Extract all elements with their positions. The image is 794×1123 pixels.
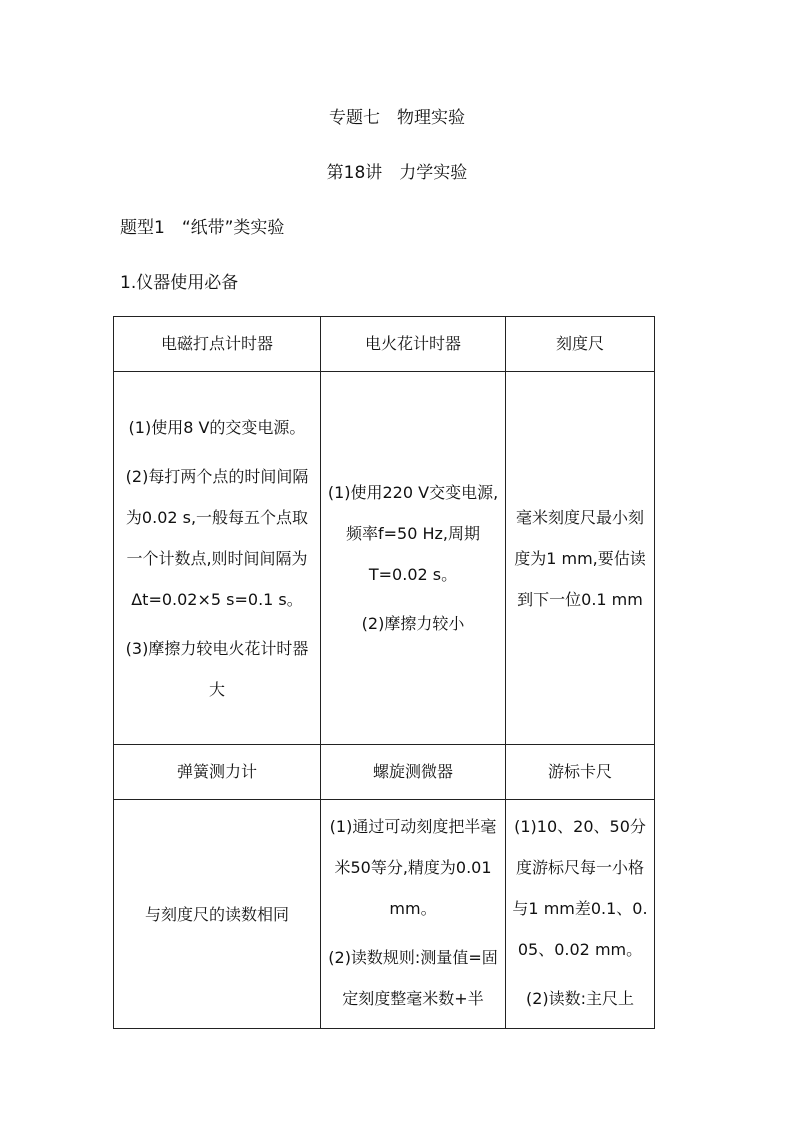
cell-electromagnetic-timer [114, 372, 321, 745]
cell-text: (1)使用220 V交变电源,频率f=50 Hz,周期T=0.02 s。 [327, 483, 499, 584]
lecture-title: 第18讲 力学实验 [326, 163, 468, 183]
cell-text: (2)每打两个点的时间间隔为0.02 s,一般每五个点取一个计数点,则时间间隔为Δt=0.02×5 s=0.1 s。 [125, 466, 309, 609]
cell-spring-scale [114, 800, 321, 1029]
header-micrometer: 螺旋测微器 [321, 745, 506, 800]
cell-text: (2)摩擦力较小 [361, 614, 465, 633]
header-ruler: 刻度尺 [506, 317, 655, 372]
section-heading: 题型1 “纸带”类实验 [120, 218, 285, 238]
cell-text: 与刻度尺的读数相同 [144, 904, 289, 924]
table-row [114, 372, 655, 745]
table-header-row [114, 317, 655, 372]
header-spring-scale: 弹簧测力计 [114, 745, 321, 800]
cell-text: (2)读数:主尺上 [525, 989, 635, 1008]
cell-text: (2)读数规则:测量值=固定刻度整毫米数+半 [328, 948, 498, 1008]
header-vernier-caliper: 游标卡尺 [506, 745, 655, 800]
cell-micrometer [321, 800, 506, 1029]
table-header-row [114, 745, 655, 800]
table-row [114, 800, 655, 1029]
instrument-table [113, 316, 655, 1029]
cell-text: (1)使用8 V的交变电源。 [128, 417, 306, 437]
cell-ruler [506, 372, 655, 745]
topic-title: 专题七 物理实验 [329, 108, 465, 128]
cell-text: (3)摩擦力较电火花计时器大 [125, 638, 309, 699]
cell-spark-timer [321, 372, 506, 745]
header-electromagnetic-timer: 电磁打点计时器 [114, 317, 321, 372]
cell-text: (1)通过可动刻度把半毫米50等分,精度为0.01 mm。 [329, 817, 497, 918]
cell-text: 毫米刻度尺最小刻度为1 mm,要估读到下一位0.1 mm [514, 507, 646, 609]
header-spark-timer: 电火花计时器 [321, 317, 506, 372]
subsection-heading: 1.仪器使用必备 [120, 273, 239, 293]
cell-text: (1)10、20、50分度游标尺每一小格与1 mm差0.1、0.05、0.02 mm。 [512, 817, 648, 959]
cell-vernier-caliper [506, 800, 655, 1029]
